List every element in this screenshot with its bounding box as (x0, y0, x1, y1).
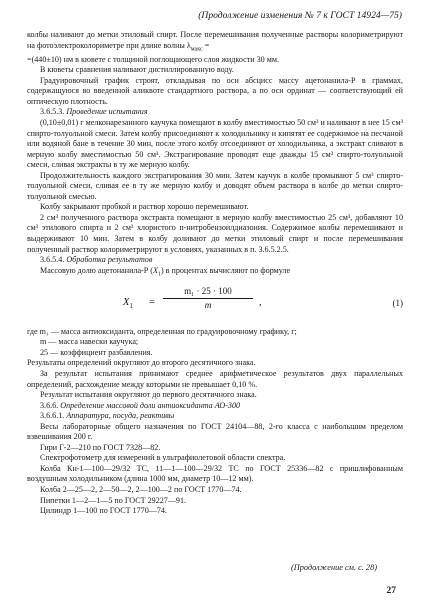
paragraph-formula-intro: Массовую долю ацетонанила-Р $(X_1)$ в процентах вычисляют по формуле (40, 265, 291, 278)
formula-numerator: m₁ · 25 · 100 (184, 285, 232, 296)
page-footer-continuation: (Продолжение см. с. 28) (290, 563, 377, 572)
equipment-pipettes: Пипетки 1—2—1—5 по ГОСТ 29227—91. (40, 495, 187, 505)
paragraph-extraction-duration: Продолжительность каждого экстрагирования 30 мин. Затем каучук в колбе промывают 5 см³ спирто-толуольной смеси, сливая ее в ту же мерную колбу и доводят объем раствора в колбе до метки спирто-толуольной смесью. (27, 170, 403, 201)
paragraph-test-procedure: (0,10±0,01) г мелконарезанного каучука помещают в колбу вместимостью 50 см³ и наливают в нее 15 см³ спирто-толуольной смеси. Затем колбу присоединяют к холодильнику и кипятят ее содержимое на песчаной или водяной бане в течение 30 мин, после этого колбу отсоединяют от холодильника, а экстракт сливают в мерную колбу вместимостью 50 см³. Экстрагирование проводят еще дважды 15 см³ спирто-толуольной смеси, сливая экстракты в ту же мерную колбу. (27, 117, 403, 170)
paragraph-flask-closing: Колбу закрывают пробкой и раствор хорошо перемешивают. (40, 202, 249, 212)
formula-fraction (159, 286, 257, 312)
section-heading-3-6-5-3: 3.6.5.3. Проведение испытания (40, 107, 148, 117)
formula-number: (1) (392, 297, 403, 308)
section-heading-3-6-6: 3.6.6. Определение массовой доли антиоксиданта АО-300 (40, 400, 241, 410)
equipment-spectrophotometer: Спектрофотометр для измерений в ультрафиолетовой области спектра. (40, 453, 286, 463)
section-heading-3-6-5-4: 3.6.5.4. Обработка результатов (40, 255, 153, 265)
page-number: 27 (386, 586, 396, 596)
formula-equals: = (149, 296, 155, 308)
where-item-dilution: 25 — коэффициент разбавления. (40, 347, 153, 357)
paragraph-calibration-graph: Градуировочный график строят, откладывая по оси абсцисс массу ацетонанила-Р в граммах, содержащуюся во введенной аликвоте стандартного раствора, а по оси ординат — соответствующий ей оптическую плотность. (27, 75, 403, 106)
where-clause: где m₁ — масса антиоксиданта, определенная по градуировочному графику, г; (27, 326, 297, 336)
page-header: (Продолжение изменения № 7 к ГОСТ 14924—75) (198, 10, 402, 21)
equipment-scales: Весы лабораторные общего назначения по ГОСТ 24104—88, 2-го класса с наибольшим пределом взвешивания 200 г. (27, 421, 403, 442)
equipment-weights: Гири Г-2—210 по ГОСТ 7328—82. (40, 442, 161, 452)
paragraph-wavelength: =(440±10) нм в кювете с толщиной поглощающего слоя жидкости 30 мм. (27, 54, 280, 64)
paragraph-colorimetry: колбы наливают до метки этиловый спирт. После перемешивания полученные растворы колориметрируют на фотоэлектроколориметре при длине волны $\lambda_{макс}$ = (27, 30, 403, 53)
paragraph-rounding: Результаты определений округляют до второго десятичного знака. (27, 358, 256, 368)
formula-lhs: $X_1$ (123, 296, 133, 310)
section-heading-3-6-6-1: 3.6.6.1. Аппаратура, посуда, реактивы (40, 411, 175, 421)
equipment-flasks: Колба 2—25—2, 2—50—2, 2—100—2 по ГОСТ 1770—74. (40, 485, 242, 494)
document-body (27, 30, 403, 517)
paragraph-test-result: За результат испытания принимают среднее арифметическое результатов двух параллельных определений, расхождение между которыми не превышает 0,10 %. (27, 368, 403, 389)
equipment-cylinder: Цилиндр 1—100 по ГОСТ 1770—74. (40, 506, 167, 516)
formula-denominator: m (204, 301, 212, 312)
paragraph-reference-cuvette: В кюветы сравнения наливают дистиллированную воду. (40, 65, 234, 75)
equipment-flask-kn: Колба Кн-1—100—29/32 ТС, 11—1—100—29/32 ТС по ГОСТ 25336—82 с пришлифованным воздушным холодильником (длина 1000 мм, диаметр 10—12 мм). (27, 463, 403, 484)
where-item-mass: m — масса навески каучука; (40, 337, 139, 347)
lambda-subscript: макс (190, 46, 203, 53)
paragraph-extract-dilution: 2 см³ полученного раствора экстракта помещают в мерную колбу вместимостью 25 см³, добавляют 10 см³ этилового спирта и 2 см³ хлористого п-нитробензоилдиазония. Содержимое колбы перемешивают и выдерживают 10 мин. Затем в колбу доливают до метки этиловый спирт и после перемешивания полученный раствор колориметрируют в условиях, указанных в п. 3.6.5.2.5. (27, 212, 403, 254)
formula-1 (27, 284, 403, 324)
formula-comma: , (259, 296, 262, 308)
paragraph-result-rounding: Результат испытания округляют до первого десятичного знака. (40, 390, 257, 400)
